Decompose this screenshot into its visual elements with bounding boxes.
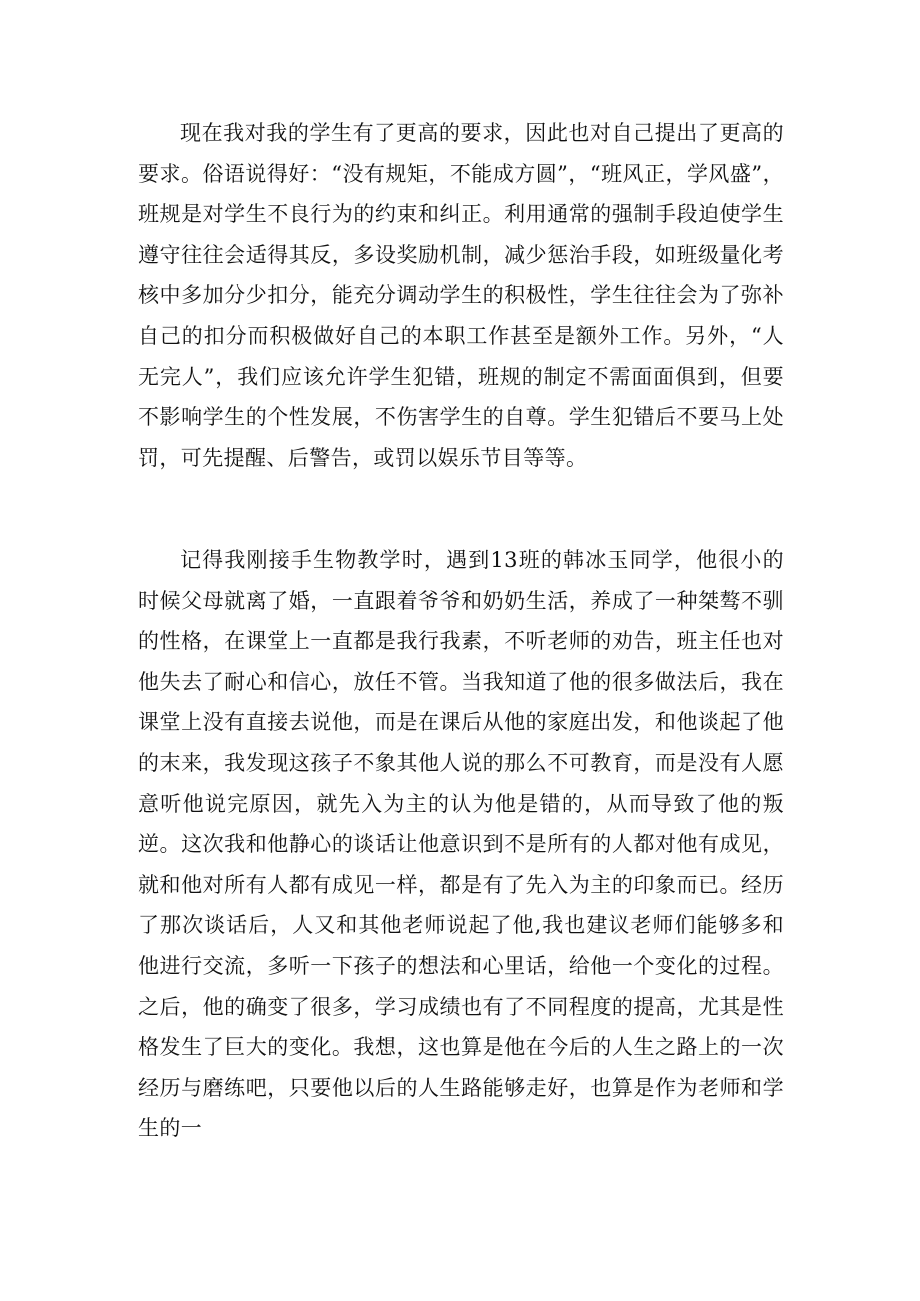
paragraph-class-rules: 现在我对我的学生有了更高的要求，因此也对自己提出了更高的要求。俗语说得好：“没有规矩，不能成方圆”，“班风正，学风盛”，班规是对学生不良行为的约束和纠正。利用通常的强制手段迫使学生遵守往往会适得其反，多设奖励机制，减少惩治手段，如班级量化考核中多加分少扣分，能充分调动学生的积极性，学生往往会为了弥补自己的扣分而积极做好自己的本职工作甚至是额外工作。另外，“人无完人”，我们应该允许学生犯错，班规的制定不需面面俱到，但要不影响学生的个性发展，不伤害学生的自尊。学生犯错后不要马上处罚，可先提醒、后警告，或罚以娱乐节目等等。 <box>138 121 784 470</box>
paragraph-student-story: 记得我刚接手生物教学时，遇到13班的韩冰玉同学，他很小的时候父母就离了婚，一直跟着爷爷和奶奶生活，养成了一种桀骜不驯的性格，在课堂上一直都是我行我素，不听老师的劝告，班主任也对他失去了耐心和信心，放任不管。当我知道了他的很多做法后，我在课堂上没有直接去说他，而是在课后从他的家庭出发，和他谈起了他的末来，我发现这孩子不象其他人说的那么不可教育，而是没有人愿意听他说完原因，就先入为主的认为他是错的，从而导致了他的叛逆。这次我和他静心的谈话让他意识到不是所有的人都对他有成见，就和他对所有人都有成见一样，都是有了先入为主的印象而已。经历了那次谈话后，人又和其他老师说起了他,我也建议老师们能够多和他进行交流，多听一下孩子的想法和心里话，给他一个变化的过程。之后，他的确变了很多，学习成绩也有了不同程度的提高，尤其是性格发生了巨大的变化。我想，这也算是他在今后的人生之路上的一次经历与磨练吧，只要他以后的人生路能够走好，也算是作为老师和学生的一 <box>138 548 784 1141</box>
